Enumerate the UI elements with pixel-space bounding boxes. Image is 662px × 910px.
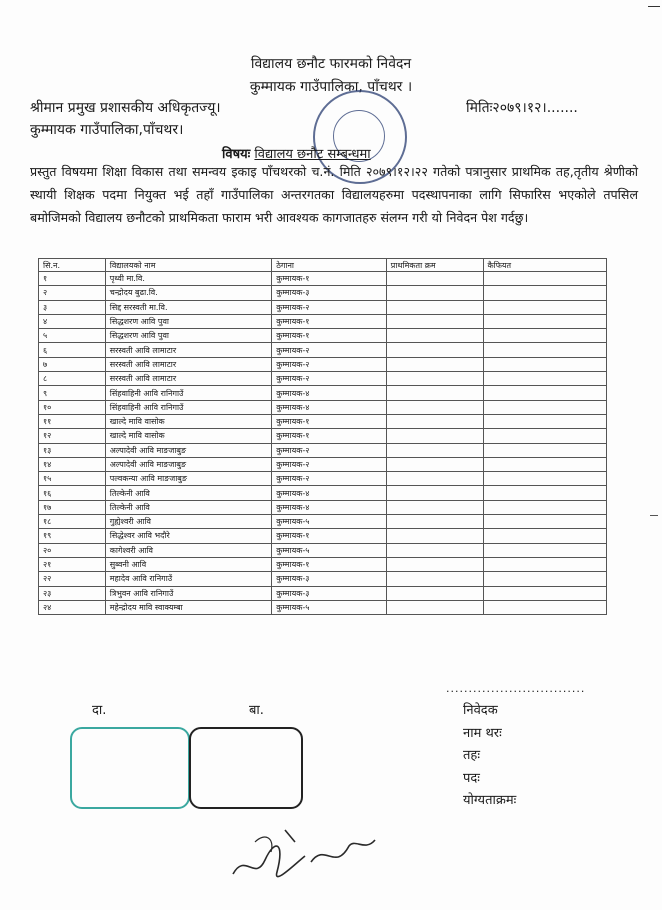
table-row — [39, 414, 607, 428]
right-thumbprint-box — [189, 727, 303, 809]
row-remarks — [483, 515, 606, 529]
row-school-name: सिद्धशरण आवि पुवा — [105, 314, 272, 328]
row-serial: २ — [39, 286, 106, 300]
row-remarks — [483, 286, 606, 300]
header-remarks: कैफियत — [483, 259, 606, 272]
row-serial: २२ — [39, 572, 106, 586]
table-row — [39, 600, 607, 614]
row-school-name: सिद्धशरण आवि पुवा — [105, 329, 272, 343]
row-school-name: त्रिभुवन आवि रानिगाउँ — [105, 586, 272, 600]
form-subtitle: कुम्मायक गाउँपालिका, पाँचथर । — [249, 79, 413, 95]
row-remarks — [483, 572, 606, 586]
row-address: कुम्मायक-२ — [272, 357, 387, 371]
row-remarks — [483, 472, 606, 486]
table-row — [39, 572, 607, 586]
row-serial: १ — [39, 272, 106, 286]
table-row — [39, 272, 607, 286]
row-remarks — [483, 400, 606, 414]
table-row — [39, 386, 607, 400]
row-serial: ३ — [39, 300, 106, 314]
row-school-name: सुब्वनी आवि — [105, 557, 272, 571]
row-serial: १८ — [39, 515, 106, 529]
table-row — [39, 357, 607, 371]
row-priority — [386, 429, 483, 443]
row-school-name: तिल्केनी आवि — [105, 486, 272, 500]
row-priority — [386, 414, 483, 428]
row-serial: १० — [39, 400, 106, 414]
handwritten-signature — [225, 812, 385, 892]
applicant-post-field: पदः — [463, 770, 480, 786]
row-priority — [386, 486, 483, 500]
row-priority — [386, 472, 483, 486]
applicant-merit-field: योग्यताक्रमः — [463, 793, 517, 808]
row-remarks — [483, 443, 606, 457]
row-serial: ५ — [39, 329, 106, 343]
table-row — [39, 457, 607, 471]
row-school-name: पल्वकन्या आवि माङजाबुङ — [105, 472, 272, 486]
row-priority — [386, 386, 483, 400]
row-remarks — [483, 543, 606, 557]
row-address: कुम्मायक-४ — [272, 500, 387, 514]
row-serial: ८ — [39, 372, 106, 386]
row-address: कुम्मायक-५ — [272, 515, 387, 529]
row-school-name: महेन्द्रोदय मावि स्वाक्यम्बा — [105, 600, 272, 614]
edge-mark — [650, 515, 658, 516]
table-body — [39, 272, 607, 615]
row-address: कुम्मायक-४ — [272, 400, 387, 414]
row-address: कुम्मायक-२ — [272, 472, 387, 486]
header-school-name: विद्यालयको नाम — [105, 259, 272, 272]
signature-dotted-line: ............................... — [446, 682, 586, 695]
addressee-office: कुम्मायक गाउँपालिका,पाँचथर। — [30, 122, 184, 138]
right-thumbprint-label: बा. — [249, 703, 264, 718]
table-row — [39, 329, 607, 343]
row-serial: ६ — [39, 343, 106, 357]
row-priority — [386, 443, 483, 457]
table-row — [39, 314, 607, 328]
row-priority — [386, 329, 483, 343]
table-row — [39, 286, 607, 300]
row-priority — [386, 500, 483, 514]
applicant-name-field: नाम थरः — [463, 725, 502, 741]
row-remarks — [483, 414, 606, 428]
table-row — [39, 586, 607, 600]
row-address: कुम्मायक-२ — [272, 443, 387, 457]
row-school-name: सरस्वती आवि लामाटार — [105, 343, 272, 357]
row-serial: ९ — [39, 386, 106, 400]
subject-value: विद्यालय छनौट सम्बन्धमा — [254, 147, 371, 162]
row-school-name: तिल्केनी आवि — [105, 500, 272, 514]
row-serial: २३ — [39, 586, 106, 600]
row-school-name: सिद्धेश्वर आवि भदौरे — [105, 529, 272, 543]
table-row — [39, 300, 607, 314]
row-address: कुम्मायक-२ — [272, 343, 387, 357]
applicant-heading: निवेदक — [463, 703, 498, 718]
row-serial: १५ — [39, 472, 106, 486]
row-address: कुम्मायक-५ — [272, 543, 387, 557]
form-title: विद्यालय छनौट फारमको निवेदन — [250, 56, 412, 72]
table-row — [39, 515, 607, 529]
row-remarks — [483, 357, 606, 371]
row-school-name: खाल्दे मावि वासोक — [105, 429, 272, 443]
row-serial: ७ — [39, 357, 106, 371]
row-serial: ११ — [39, 414, 106, 428]
row-address: कुम्मायक-१ — [272, 329, 387, 343]
table-row — [39, 543, 607, 557]
row-remarks — [483, 429, 606, 443]
row-remarks — [483, 457, 606, 471]
row-remarks — [483, 557, 606, 571]
row-priority — [386, 357, 483, 371]
row-priority — [386, 343, 483, 357]
row-school-name: अल्पादेवी आवि माङजाबुङ — [105, 443, 272, 457]
row-school-name: महादेव आवि रानिगाउँ — [105, 572, 272, 586]
row-school-name: गुह्येश्वरी आवि — [105, 515, 272, 529]
row-priority — [386, 586, 483, 600]
row-priority — [386, 457, 483, 471]
table-row — [39, 557, 607, 571]
row-priority — [386, 600, 483, 614]
row-school-name: सरस्वती आवि लामाटार — [105, 372, 272, 386]
row-priority — [386, 314, 483, 328]
row-serial: २० — [39, 543, 106, 557]
row-remarks — [483, 343, 606, 357]
row-remarks — [483, 586, 606, 600]
row-remarks — [483, 372, 606, 386]
table-header-row — [39, 259, 607, 272]
row-address: कुम्मायक-५ — [272, 600, 387, 614]
row-priority — [386, 572, 483, 586]
row-remarks — [483, 329, 606, 343]
row-remarks — [483, 500, 606, 514]
row-school-name: सिंहवाहिनी आवि रानिगाउँ — [105, 386, 272, 400]
row-remarks — [483, 600, 606, 614]
row-priority — [386, 557, 483, 571]
table-row — [39, 472, 607, 486]
row-serial: १२ — [39, 429, 106, 443]
row-address: कुम्मायक-१ — [272, 314, 387, 328]
table-row — [39, 343, 607, 357]
table-row — [39, 443, 607, 457]
school-priority-table — [38, 258, 607, 615]
row-serial: १६ — [39, 486, 106, 500]
table-row — [39, 486, 607, 500]
row-remarks — [483, 386, 606, 400]
row-school-name: सिंहवाहिनी आवि रानिगाउँ — [105, 400, 272, 414]
row-remarks — [483, 486, 606, 500]
applicant-level-field: तहः — [463, 748, 480, 763]
subject-label: विषयः — [222, 147, 251, 162]
row-priority — [386, 515, 483, 529]
row-priority — [386, 300, 483, 314]
row-address: कुम्मायक-१ — [272, 272, 387, 286]
row-serial: २४ — [39, 600, 106, 614]
row-address: कुम्मायक-१ — [272, 557, 387, 571]
addressee-line: श्रीमान प्रमुख प्रशासकीय अधिकृतज्यू। — [30, 100, 221, 116]
row-address: कुम्मायक-३ — [272, 286, 387, 300]
row-remarks — [483, 314, 606, 328]
applicant-block — [463, 700, 516, 813]
row-address: कुम्मायक-४ — [272, 386, 387, 400]
row-priority — [386, 372, 483, 386]
row-address: कुम्मायक-३ — [272, 586, 387, 600]
table-row — [39, 372, 607, 386]
table-row — [39, 429, 607, 443]
row-remarks — [483, 300, 606, 314]
row-priority — [386, 286, 483, 300]
header-priority: प्राथमिकता क्रम — [386, 259, 483, 272]
row-serial: १४ — [39, 457, 106, 471]
row-address: कुम्मायक-१ — [272, 429, 387, 443]
row-serial: २१ — [39, 557, 106, 571]
row-school-name: कागेश्वरी आवि — [105, 543, 272, 557]
table-row — [39, 500, 607, 514]
left-thumbprint-label: दा. — [92, 703, 107, 718]
row-address: कुम्मायक-२ — [272, 372, 387, 386]
edge-mark — [648, 6, 660, 7]
row-address: कुम्मायक-१ — [272, 529, 387, 543]
row-school-name: सरस्वती आवि लामाटार — [105, 357, 272, 371]
row-serial: १३ — [39, 443, 106, 457]
header-address: ठेगाना — [272, 259, 387, 272]
date-field: मितिः२०७९।१२।....... — [466, 100, 578, 116]
row-address: कुम्मायक-२ — [272, 457, 387, 471]
row-serial: ४ — [39, 314, 106, 328]
row-remarks — [483, 529, 606, 543]
row-address: कुम्मायक-१ — [272, 414, 387, 428]
row-priority — [386, 529, 483, 543]
row-serial: १७ — [39, 500, 106, 514]
table-row — [39, 400, 607, 414]
row-address: कुम्मायक-२ — [272, 300, 387, 314]
row-address: कुम्मायक-४ — [272, 486, 387, 500]
row-school-name: सिद्द सरस्वती मा.वि. — [105, 300, 272, 314]
row-priority — [386, 272, 483, 286]
row-school-name: अल्पादेवी आवि माङजाबुङ — [105, 457, 272, 471]
row-school-name: खाल्दे मावि वासोक — [105, 414, 272, 428]
row-serial: १९ — [39, 529, 106, 543]
row-address: कुम्मायक-३ — [272, 572, 387, 586]
row-school-name: पृथ्वी मा.वि. — [105, 272, 272, 286]
application-body: प्रस्तुत विषयमा शिक्षा विकास तथा समन्वय इकाइ पाँचथरको च.नं. मिति २०७९।१२।२२ गतेको पत्रानुसार प्राथमिक तह,तृतीय श्रेणीको स्थायी शिक्षक पदमा नियुक्त भई तहाँ गाउँपालिका अन्तरगतका विद्यालयहरुमा पदस्थापनाका लागि सिफारिस भएकोले तपसिल बमोजिमको विद्यालय छनौटको प्राथमिकता फाराम भरी आवश्यक कागजातहरु संलग्न गरी यो निवेदन पेश गर्दछु। — [30, 164, 638, 225]
row-remarks — [483, 272, 606, 286]
table-row — [39, 529, 607, 543]
header-serial: सि.न. — [39, 259, 106, 272]
left-thumbprint-box — [70, 727, 190, 809]
row-school-name: चन्द्रोदय बुढा.वि. — [105, 286, 272, 300]
row-priority — [386, 400, 483, 414]
row-priority — [386, 543, 483, 557]
